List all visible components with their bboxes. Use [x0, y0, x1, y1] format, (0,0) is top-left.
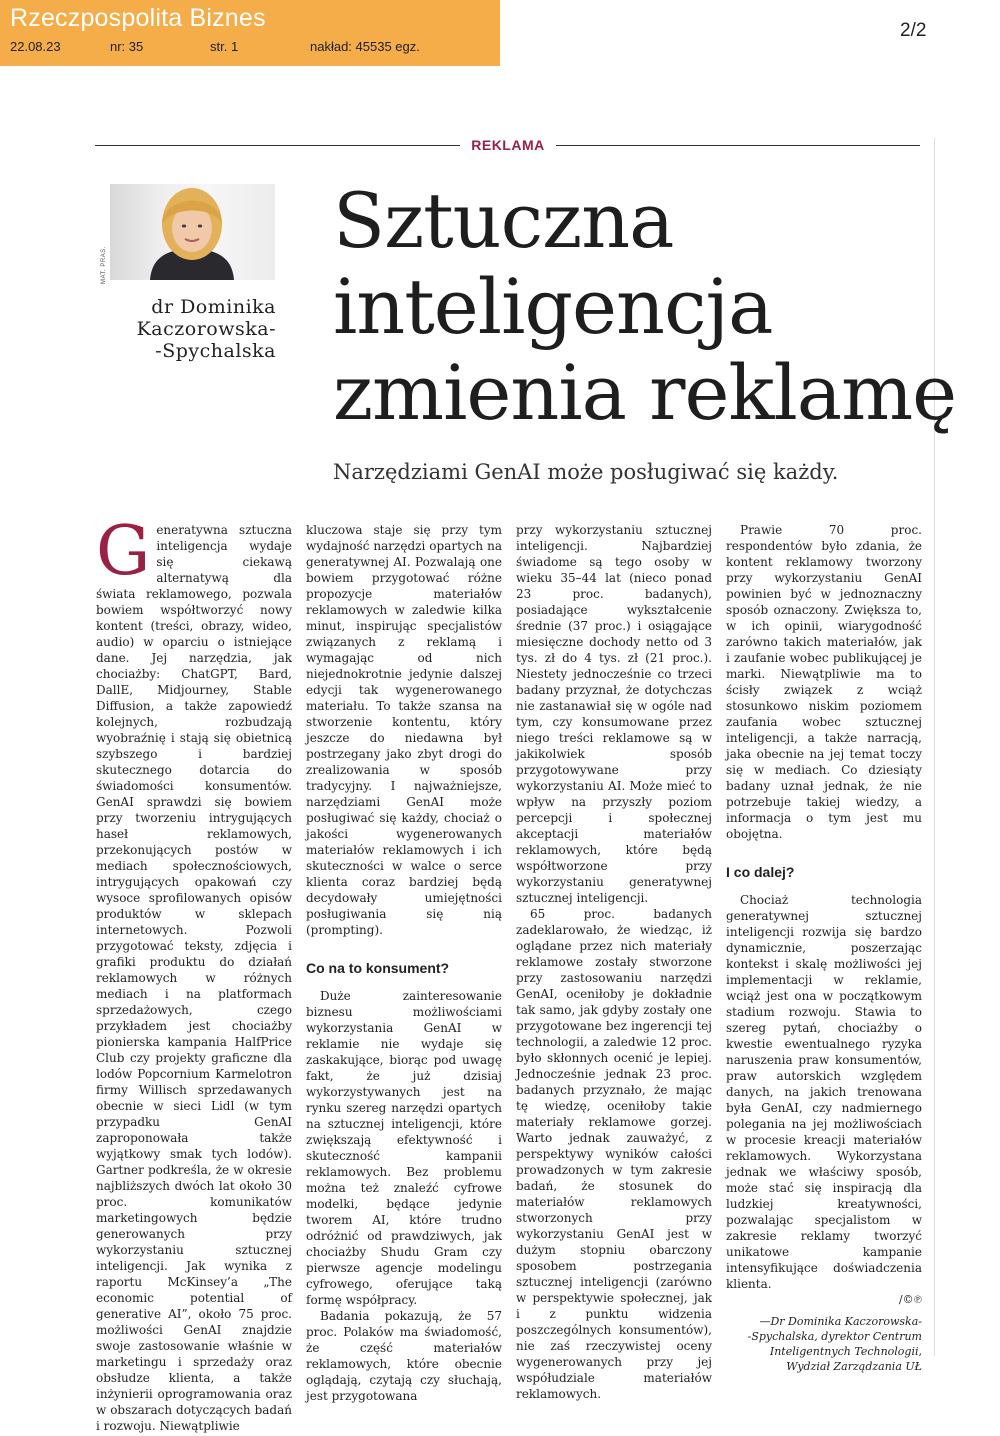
article-paragraph: eneratywna sztuczna inteligencja wydaje się ciekawą alternatywą dla świata reklamowego, pozwala bowiem współtworzyć nowy kontent (treści, obrazy, wideo, audio) w oparciu o istniejące dane. Jej narzędzia, jak chociażby: ChatGPT, Bard, DallE, Midjourney, Stable Diffusion, a także zapowiedź kolejnych, rozbudzają wyobraźnię i stają się obietnicą szybszego i bardziej skutecznego dotarcia do świadomości konsumentów. GenAI sprawdzi się bowiem przy tworzeniu intrygujących haseł reklamowych, przekonujących postów w mediach społecznościowych, intrygujących opakowań czy wysoce sprofilowanych opisów produktów w sklepach internetowych. Pozwoli przygotować teksty, zdjęcia i grafiki produktu do działań reklamowych w różnych mediach i na platformach sprzedażowych, czego przykładem jest chociażby pionierska kampania HalfPrice Club czy projekty graficzne dla lodów Popcornium Karmelotron firmy Willisch sprzedawanych obecnie w sieci Lidl (w tym przypadku GenAI zaproponowała także wyjątkowy smak tych lodów). Gartner podkreśla, że w okresie najbliższych dwóch lat około 30 proc. komunikatów marketingowych będzie generowanych przy wykorzystaniu sztucznej inteligencji. Jak wynika z raportu McKinsey’a „The economic potential of generative AI”, około 75 proc. możliwości GenAI znajdzie swoje zastosowanie właśnie w marketingu i sprzedaży oraz obsłudze klienta, a także inżynierii oprogramowania oraz w obszarach dotyczących badań i rozwoju. Niewątpliwie: [96, 523, 292, 1433]
section-rule-left: [95, 145, 460, 146]
article-paragraph: Duże zainteresowanie biznesu możliwościami wykorzystania GenAI w reklamie nie wydaje się zaskakujące, biorąc pod uwagę fakt, że już dzisiaj wykorzystywanych jest na rynku szereg narzędzi opartych na sztucznej inteligencji, które zwiększają efektywność i skuteczność kampanii reklamowych. Bez problemu można też znaleźć cyfrowe modelki, będące jedynie tworem AI, które trudno odróżnić od prawdziwych, jak chociażby Shudu Gram czy pierwsze agencje modelingu cyfrowego, oferujące taką formę współpracy.: [306, 989, 502, 1307]
article-paragraph: przy wykorzystaniu sztucznej inteligencji. Najbardziej świadome są tego osoby w wieku 35–44 lat (nieco ponad 23 proc. badanych), posiadające wykształcenie średnie (37 proc.) i osiągające miesięczne dochody netto od 3 tys. zł do 4 tys. zł (21 proc.). Niestety jednocześnie co trzeci badany przyznał, że dotychczas nie zastanawiał się w ogóle nad tym, czy konsumowane przez niego treści reklamowe są w jakikolwiek sposób przygotowywane przy wykorzystaniu AI. Może mieć to wpływ na przyszły poziom percepcji i społecznej akceptacji materiałów reklamowych, które będą współtworzone przy wykorzystaniu generatywnej sztucznej inteligencji.: [516, 523, 712, 905]
article-paragraph: Badania pokazują, że 57 proc. Polaków ma świadomość, że część materiałów reklamowych, które obecnie oglądają, czytają czy słuchają, jest przygotowana: [306, 1309, 502, 1403]
article-column-3: [516, 522, 712, 1402]
author-name-line: Kaczorowska-: [136, 318, 276, 340]
publication-date: 22.08.23: [10, 39, 61, 54]
section-heading: Co na to konsument?: [306, 960, 450, 976]
subheadline: Narzędziami GenAI może posługiwać się każdy.: [333, 460, 839, 484]
section-heading: I co dalej?: [726, 864, 795, 880]
section-label: REKLAMA: [471, 137, 545, 153]
author-signature: —Dr Dominika Kaczorowska- -Spychalska, dyrektor Centrum Inteligentnych Technologii, Wydział Zarządzania UŁ: [747, 1315, 922, 1373]
drop-cap: G: [96, 512, 151, 591]
headline-line: Sztuczna: [333, 176, 674, 265]
author-name-line: dr Dominika: [151, 296, 276, 318]
publication-name: Rzeczpospolita Biznes: [10, 4, 266, 32]
article-column-1: [96, 512, 292, 1434]
photo-credit: MAT. PRAS.: [101, 246, 107, 284]
article-column-2: [306, 522, 502, 1404]
clipping-header: [0, 0, 500, 66]
page-number: str. 1: [210, 39, 239, 54]
author-portrait: [110, 184, 275, 280]
end-mark: /©℗: [898, 1293, 922, 1306]
page-counter: 2/2: [900, 20, 927, 41]
article-paragraph: Chociaż technologia generatywnej sztucznej inteligencji rozwija się bardzo dynamicznie, poszerzając kontekst i skalę możliwości jej implementacji w reklamie, wciąż jest ona w początkowym stadium rozwoju. Stawia to szereg pytań, chociażby o kwestie ewentualnego ryzyka naruszenia praw konsumentów, praw autorskich względem danych, na jakich trenowana była GenAI, czy nadmiernego polegania na jej możliwościach w procesie kreacji materiałów reklamowych. Wykorzystana jednak we właściwy sposób, może stać się inspiracją dla ludzkiej kreatywności, pozwalając specjalistom w zakresie reklamy tworzyć unikatowe kampanie intensyfikujące doświadczenia klienta.: [726, 893, 922, 1291]
circulation: nakład: 45535 egz.: [310, 39, 420, 54]
headline: [333, 176, 957, 437]
article-column-4: [726, 522, 922, 1374]
author-name-line: -Spychalska: [155, 340, 276, 362]
article-paragraph: Prawie 70 proc. respondentów było zdania, że kontent reklamowy tworzony przy wykorzystaniu GenAI powinien być w jednoznaczny sposób oznaczony. Zwiększa to, w ich opinii, wiarygodność zarówno takich materiałów, jak i zaufanie wobec publikującej je marki. Niewątpliwie ma to ścisły związek z wciąż stosunkowo niskim poziomem zaufania wobec sztucznej inteligencji, a także narracją, jaka obecnie na jej temat toczy się w mediach. Co dziesiąty badany uznał jednak, że nie potrzebuje takiej wiedzy, a informacja o tym jest mu obojętna.: [726, 523, 922, 841]
headline-line: inteligencja: [333, 262, 773, 351]
headline-line: zmienia reklamę: [333, 348, 957, 437]
author-name: [100, 296, 276, 362]
portrait-icon: [110, 184, 275, 280]
column-rule: [934, 138, 935, 1356]
article-paragraph: 65 proc. badanych zadeklarowało, że wiedząc, iż oglądane przez nich materiały reklamowe zostały stworzone przy zastosowaniu narzędzi GenAI, oceniłoby je dokładnie tak samo, jak gdyby zostały one przygotowane bez ingerencji tej technologii, a zaledwie 12 proc. było skłonnych ocenić je lepiej. Jednocześnie jednak 23 proc. badanych przyznało, że mając tę wiedzę, oceniłoby takie materiały reklamowe gorzej. Warto jednak zauważyć, z perspektywy wyników całości prowadzonych w tym zakresie badań, że stosunek do materiałów reklamowych stworzonych przy wykorzystaniu GenAI jest w dużym stopniu obarczony sposobem postrzegania sztucznej inteligencji (zarówno w perspektywie społecznej, jak i z punktu widzenia poszczególnych konsumentów), nie zaś rzeczywistej oceny wygenerowanych przy jej współudziale materiałów reklamowych.: [516, 907, 712, 1401]
section-rule-right: [556, 145, 920, 146]
issue-number: nr: 35: [110, 39, 144, 54]
article-paragraph: kluczowa staje się przy tym wydajność narzędzi opartych na generatywnej AI. Pozwalają one bowiem przygotować różne propozycje materiałów reklamowych w zaledwie kilka minut, inspirując specjalistów związanych z reklamą i wymagając od nich niejednokrotnie jedynie dalszej edycji tak wygenerowanego materiału. To także szansa na stworzenie kontentu, który jeszcze do niedawna był postrzegany jako zbyt drogi do zrealizowania w sposób tradycyjny. I najważniejsze, narzędziami GenAI może posługiwać się każdy, chociaż o jakości wygenerowanych materiałów reklamowych i ich skuteczności w walce o serce klienta coraz bardziej będą decydowały umiejętności posługiwania się nią (prompting).: [306, 523, 502, 937]
